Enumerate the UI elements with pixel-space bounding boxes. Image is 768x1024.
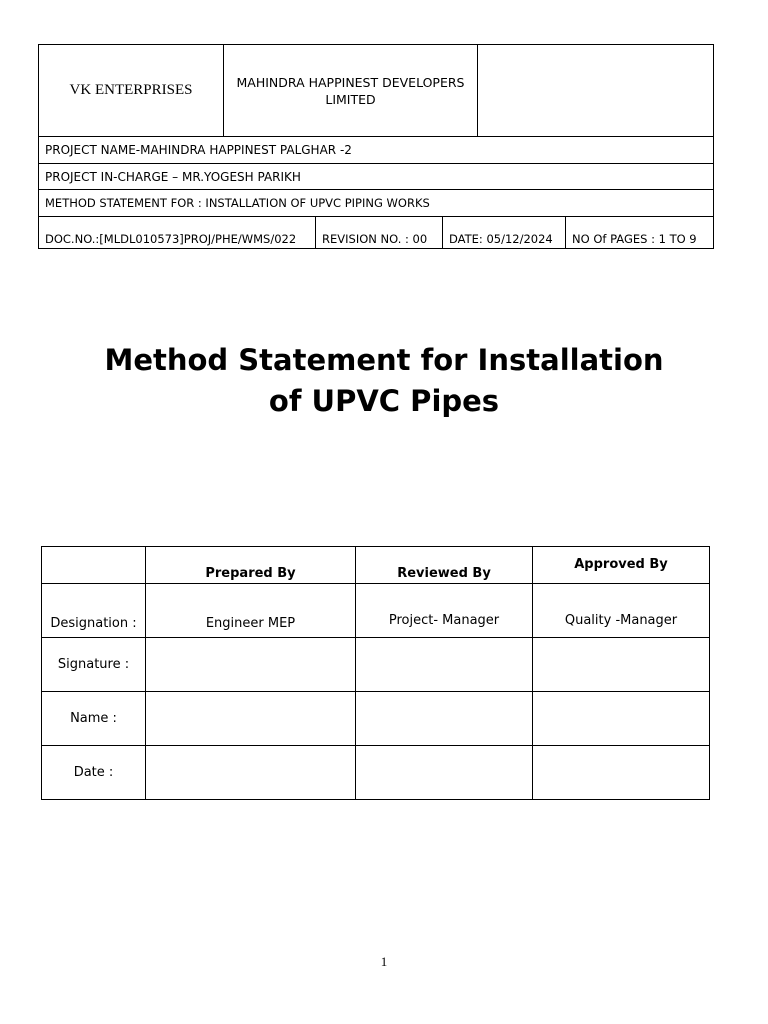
project-name: PROJECT NAME-MAHINDRA HAPPINEST PALGHAR -2 bbox=[39, 137, 714, 164]
date-label: Date : bbox=[42, 746, 146, 800]
doc-number: DOC.NO.:[MLDL010573]PROJ/PHE/WMS/022 bbox=[39, 217, 316, 249]
client-name bbox=[224, 45, 478, 137]
prepared-by-header: Prepared By bbox=[146, 547, 356, 584]
prepared-by-designation: Engineer MEP bbox=[146, 584, 356, 638]
client-name-line1: MAHINDRA HAPPINEST DEVELOPERS bbox=[236, 74, 465, 90]
prepared-by-date bbox=[146, 746, 356, 800]
approved-by-designation: Quality -Manager bbox=[533, 584, 710, 638]
approved-by-signature bbox=[533, 638, 710, 692]
name-label: Name : bbox=[42, 692, 146, 746]
document-header-table bbox=[38, 44, 714, 249]
prepared-by-name bbox=[146, 692, 356, 746]
company-name: VK ENTERPRISES bbox=[39, 45, 224, 137]
client-name-line2: LIMITED bbox=[325, 91, 376, 107]
reviewed-by-date bbox=[356, 746, 533, 800]
document-date: DATE: 05/12/2024 bbox=[443, 217, 566, 249]
revision-number: REVISION NO. : 00 bbox=[316, 217, 443, 249]
reviewed-by-designation: Project- Manager bbox=[356, 584, 533, 638]
approval-corner-cell bbox=[42, 547, 146, 584]
reviewed-by-header: Reviewed By bbox=[356, 547, 533, 584]
approved-by-name bbox=[533, 692, 710, 746]
document-title-line2: of UPVC Pipes bbox=[268, 384, 500, 418]
document-title bbox=[84, 340, 684, 422]
reviewed-by-name bbox=[356, 692, 533, 746]
page-number: 1 bbox=[380, 954, 388, 969]
project-incharge: PROJECT IN-CHARGE – MR.YOGESH PARIKH bbox=[39, 164, 714, 190]
designation-label: Designation : bbox=[42, 584, 146, 638]
approval-table bbox=[41, 546, 710, 800]
signature-label: Signature : bbox=[42, 638, 146, 692]
approved-by-date bbox=[533, 746, 710, 800]
document-title-line1: Method Statement for Installation bbox=[104, 343, 664, 377]
approved-by-header: Approved By bbox=[533, 547, 710, 584]
reviewed-by-signature bbox=[356, 638, 533, 692]
logo-cell bbox=[478, 45, 714, 137]
prepared-by-signature bbox=[146, 638, 356, 692]
page-count: NO Of PAGES : 1 TO 9 bbox=[566, 217, 714, 249]
method-statement-for: METHOD STATEMENT FOR : INSTALLATION OF UPVC PIPING WORKS bbox=[39, 190, 714, 217]
